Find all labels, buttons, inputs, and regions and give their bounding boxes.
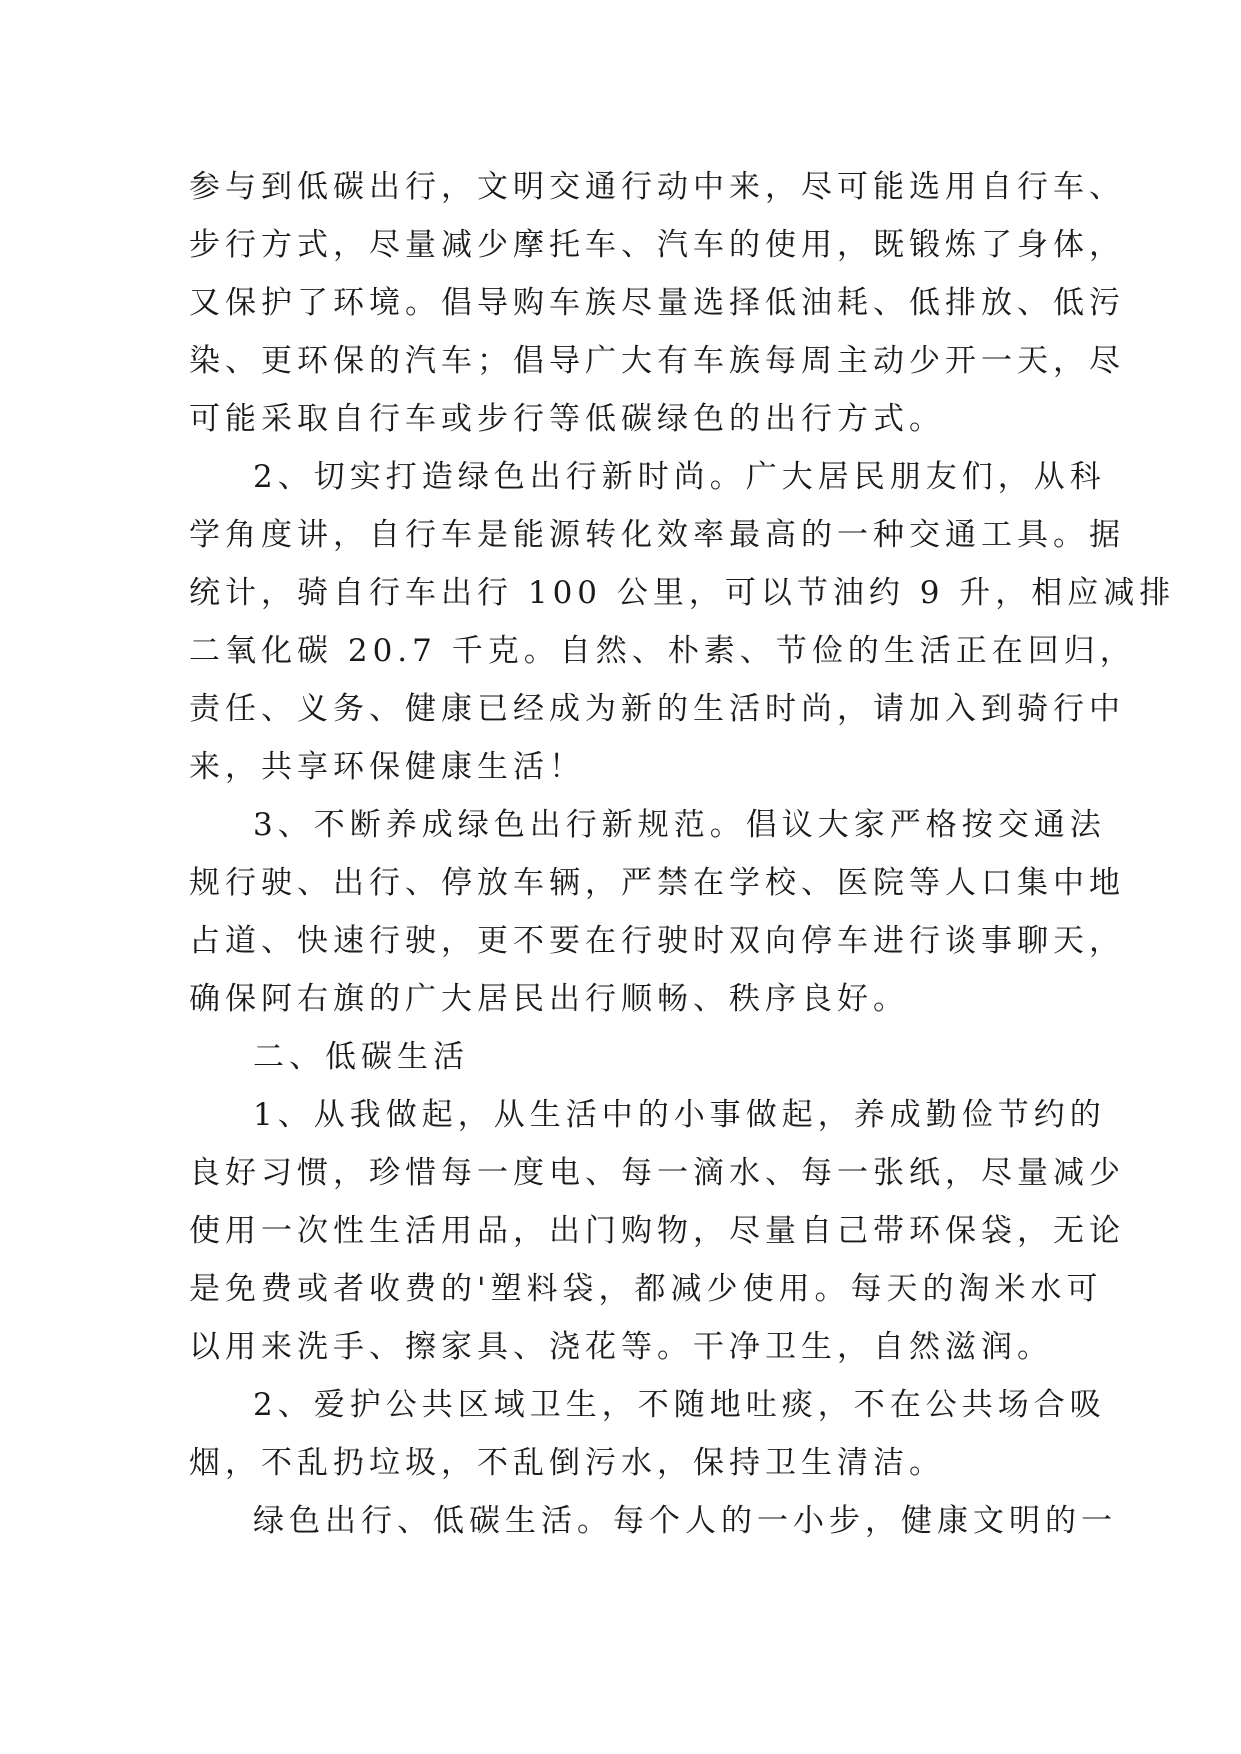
text-line: 占道、快速行驶，更不要在行驶时双向停车进行谈事聊天， (189, 923, 1125, 959)
text-line: 以用来洗手、擦家具、浇花等。干净卫生，自然滋润。 (189, 1329, 1053, 1365)
text-line: 二氧化碳 20.7 千克。自然、朴素、节俭的生活正在回归， (189, 633, 1136, 669)
text-line: 良好习惯，珍惜每一度电、每一滴水、每一张纸，尽量减少 (189, 1155, 1125, 1191)
text-line: 使用一次性生活用品，出门购物，尽量自己带环保袋，无论 (189, 1213, 1125, 1249)
text-line: 烟，不乱扔垃圾，不乱倒污水，保持卫生清洁。 (189, 1445, 945, 1481)
text-line: 统计，骑自行车出行 100 公里，可以节油约 9 升，相应减排 (189, 575, 1176, 611)
text-line: 是免费或者收费的'塑料袋，都减少使用。每天的淘米水可 (189, 1271, 1103, 1307)
section-heading: 二、低碳生活 (253, 1039, 469, 1075)
document-body (189, 158, 1176, 1550)
paragraph-start-line: 2、切实打造绿色出行新时尚。广大居民朋友们，从科 (253, 459, 1106, 495)
text-line: 可能采取自行车或步行等低碳绿色的出行方式。 (189, 401, 945, 437)
paragraph-start-line: 3、不断养成绿色出行新规范。倡议大家严格按交通法 (253, 807, 1106, 843)
text-line: 步行方式，尽量减少摩托车、汽车的使用，既锻炼了身体， (189, 227, 1125, 263)
paragraph-start-line: 1、从我做起，从生活中的小事做起，养成勤俭节约的 (253, 1097, 1106, 1133)
text-line: 参与到低碳出行，文明交通行动中来，尽可能选用自行车、 (189, 169, 1125, 205)
paragraph-start-line: 2、爱护公共区域卫生，不随地吐痰，不在公共场合吸 (253, 1387, 1106, 1423)
text-line: 确保阿右旗的广大居民出行顺畅、秩序良好。 (189, 981, 909, 1017)
text-line: 责任、义务、健康已经成为新的生活时尚，请加入到骑行中 (189, 691, 1125, 727)
text-line: 又保护了环境。倡导购车族尽量选择低油耗、低排放、低污 (189, 285, 1125, 321)
text-line: 规行驶、出行、停放车辆，严禁在学校、医院等人口集中地 (189, 865, 1125, 901)
text-line: 来，共享环保健康生活！ (189, 749, 585, 785)
text-line: 学角度讲，自行车是能源转化效率最高的一种交通工具。据 (189, 517, 1125, 553)
text-line: 染、更环保的汽车；倡导广大有车族每周主动少开一天，尽 (189, 343, 1125, 379)
paragraph-start-line: 绿色出行、低碳生活。每个人的一小步，健康文明的一 (253, 1503, 1117, 1539)
